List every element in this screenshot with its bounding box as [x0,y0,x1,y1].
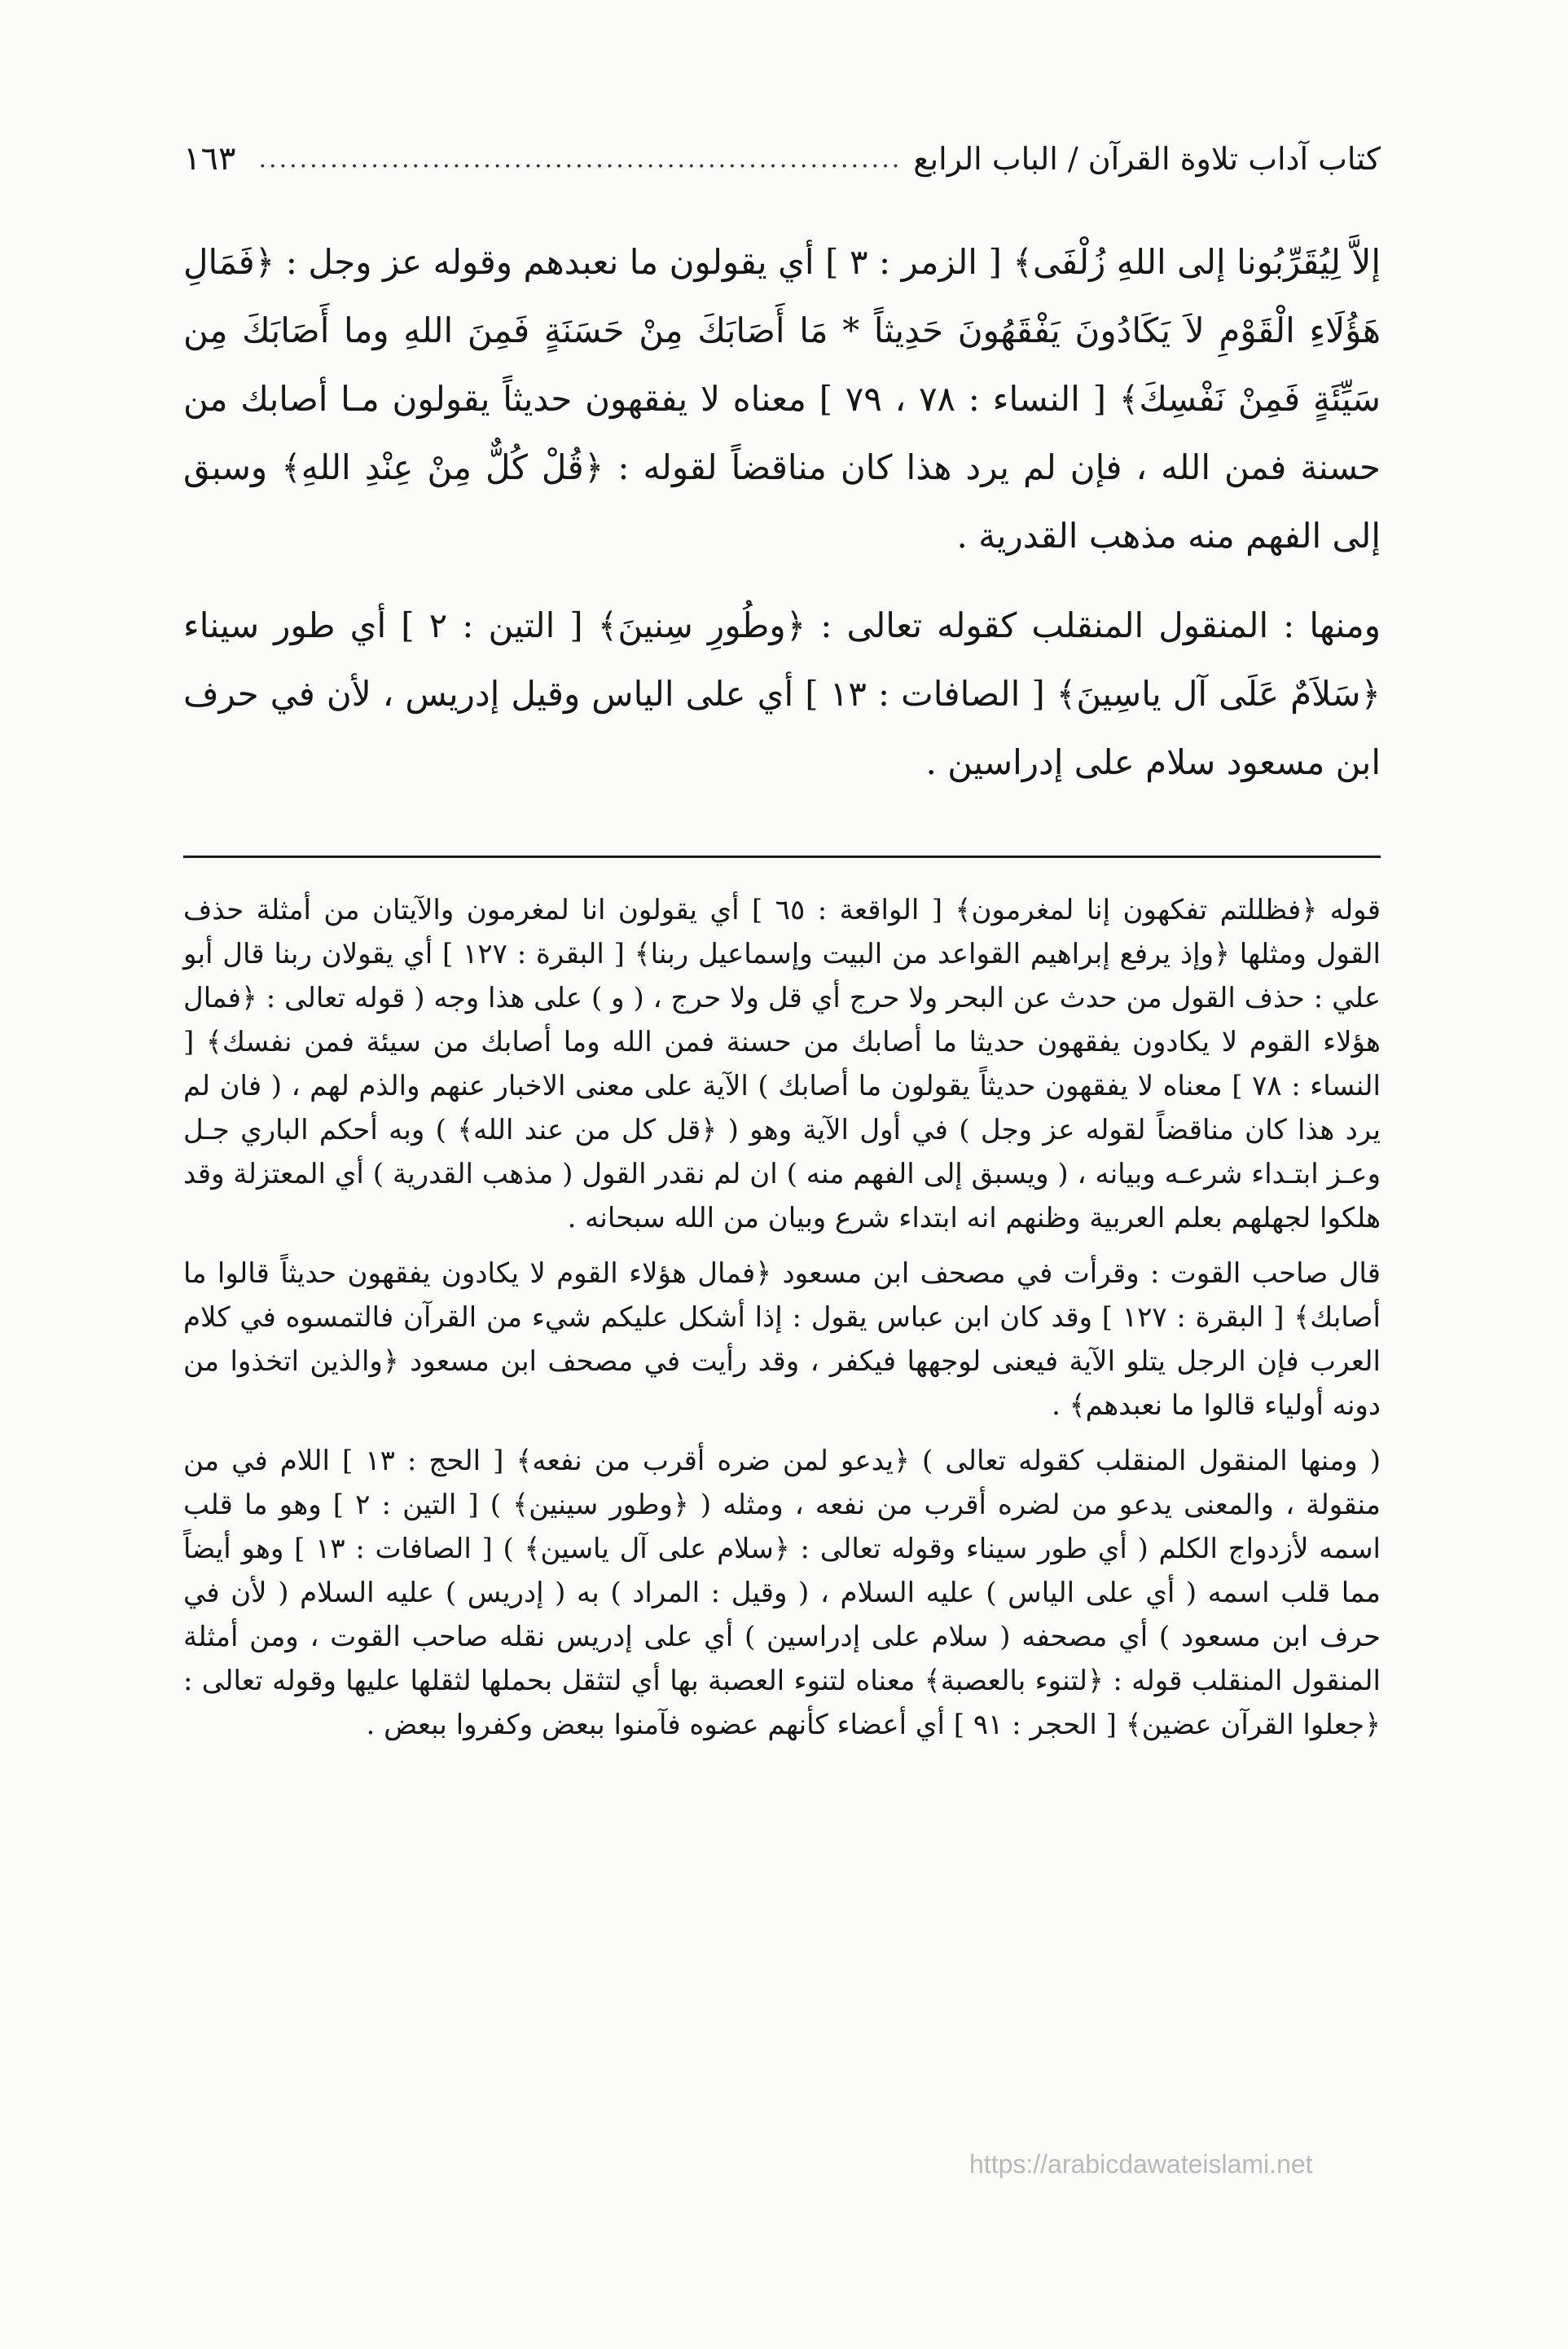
running-header [183,130,1381,187]
footnote-separator [183,856,1381,858]
main-text [183,228,1381,818]
page-number: ١٦٣ [183,140,236,178]
main-paragraph: ومنها : المنقول المنقلب كقوله تعالى : ﴿وطُورِ سِنينَ﴾ [ التين : ٢ ] أي طور سيناء ﴿سَلاَمٌ عَلَى آل ياسِينَ﴾ [ الصافات : ١٣ ] أي على الياس وقيل إدريس ، لأن في حرف ابن مسعود سلام على إدراسين . [183,605,1381,782]
source-watermark: https://arabicdawateislami.net [969,2149,1313,2179]
commentary-text [183,888,1381,1758]
header-title: كتاب آداب تلاوة القرآن / الباب الرابع [913,141,1381,177]
main-paragraph: إلاَّ لِيُقَرِّبُونا إلى اللهِ زُلْفَى﴾ [ الزمر : ٣ ] أي يقولون ما نعبدهم وقوله عز وجل : ﴿فَمَالِ هَؤُلَاءِ الْقَوْمِ لاَ يَكَادُونَ يَفْقَهُونَ حَدِيثاً * مَا أَصَابَكَ مِنْ حَسَنَةٍ فَمِنَ اللهِ وما أَصَابَكَ مِن سَيِّئَةٍ فَمِنْ نَفْسِكَ﴾ [ النساء : ٧٨ ، ٧٩ ] معناه لا يفقهون حديثاً يقولون مـا أصابك من حسنة فمن الله ، فإن لم يرد هذا كان مناقضاً لقوله : ﴿قُلْ كُلٌّ مِنْ عِنْدِ اللهِ﴾ وسبق إلى الفهم منه مذهب القدرية . [183,242,1381,556]
header-leader-dots: ............................................................... [258,144,903,174]
commentary-paragraph: قوله ﴿فظللتم تفكهون إنا لمغرمون﴾ [ الواقعة : ٦٥ ] أي يقولون انا لمغرمون والآيتان من أمثلة حذف القول ومثلها ﴿وإذ يرفع إبراهيم القواعد من البيت وإسماعيل ربنا﴾ [ البقرة : ١٢٧ ] أي يقولان ربنا قال أبو علي : حذف القول من حدث عن البحر ولا حرج أي قل ولا حرج ، ( و ) على هذا وجه ( قوله تعالى : ﴿فمال هؤلاء القوم لا يكادون يفقهون حديثا ما أصابك من حسنة فمن الله وما أصابك من سيئة فمن نفسك﴾ [ النساء : ٧٨ ] معناه لا يفقهون حديثاً يقولون ما أصابك ) الآية على معنى الاخبار عنهم والذم لهم ، ( فان لم يرد هذا كان مناقضاً لقوله عز وجل ) في أول الآية وهو ( ﴿قل كل من عند الله﴾ ) وبه أحكم الباري جـل وعـز ابتـداء شرعـه وبيانه ، ( ويسبق إلى الفهم منه ) ان لم نقدر القول ( مذهب القدرية ) أي المعتزلة وقد هلكوا لجهلهم بعلم العربية وظنهم انه ابتداء شرع وبيان من الله سبحانه . [183,894,1381,1234]
commentary-paragraph: ( ومنها المنقول المنقلب كقوله تعالى ) ﴿يدعو لمن ضره أقرب من نفعه﴾ [ الحج : ١٣ ] اللام في من منقولة ، والمعنى يدعو من لضره أقرب من نفعه ، ومثله ( ﴿وطور سينين﴾ ) [ التين : ٢ ] وهو ما قلب اسمه لأزدواج الكلم ( أي طور سيناء وقوله تعالى : ﴿سلام على آل ياسين﴾ ) [ الصافات : ١٣ ] وهو أيضاً مما قلب اسمه ( أي على الياس ) عليه السلام ، ( وقيل : المراد ) به ( إدريس ) عليه السلام ( لأن في حرف ابن مسعود ) أي مصحفه ( سلام على إدراسين ) أي على إدريس نقله صاحب القوت ، ومن أمثلة المنقول المنقلب قوله : ﴿لتنوء بالعصبة﴾ معناه لتنوء العصبة بها أي لتثقل بحملها لثقلها عليها وقوله تعالى : ﴿جعلوا القرآن عضين﴾ [ الحجر : ٩١ ] أي أعضاء كأنهم عضوه فآمنوا ببعض وكفروا ببعض . [183,1445,1381,1741]
commentary-paragraph: قال صاحب القوت : وقرأت في مصحف ابن مسعود ﴿فمال هؤلاء القوم لا يكادون يفقهون حديثاً قالوا ما أصابك﴾ [ البقرة : ١٢٧ ] وقد كان ابن عباس يقول : إذا أشكل عليكم شيء من القرآن فالتمسوه في كلام العرب فإن الرجل يتلو الآية فيعنى لوجهها فيكفر ، وقد رأيت في مصحف ابن مسعود ﴿والذين اتخذوا من دونه أولياء قالوا ما نعبدهم﴾ . [183,1257,1381,1422]
